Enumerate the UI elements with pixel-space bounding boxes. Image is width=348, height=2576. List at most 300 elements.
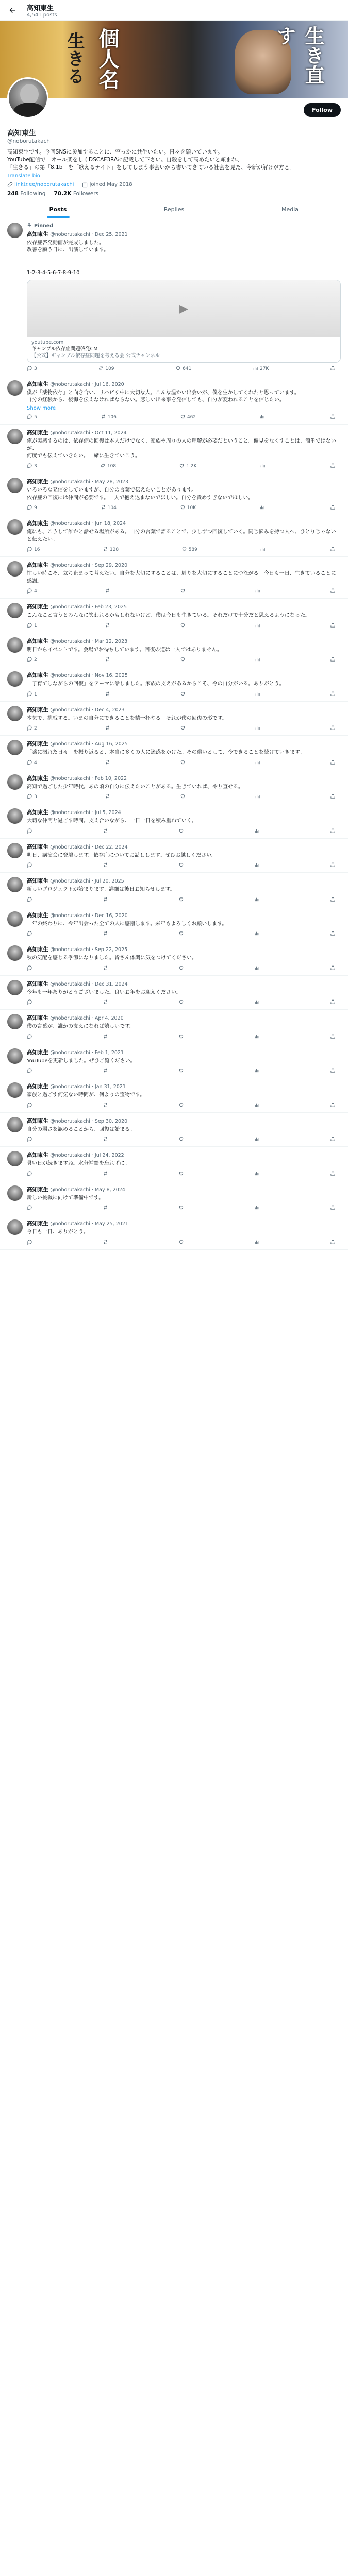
timeline-post[interactable] (0, 1078, 348, 1113)
views-button[interactable] (255, 691, 262, 698)
post-meta: @noborutakachi · Sep 22, 2025 (50, 947, 128, 953)
share-button[interactable] (330, 896, 336, 904)
repost-icon (103, 965, 108, 972)
post-author[interactable]: 高知東生 (27, 1049, 48, 1056)
views-button[interactable] (260, 463, 267, 470)
tab-posts[interactable]: Posts (0, 201, 116, 218)
post-text: こんなこと言うとみんなに笑われるかもしれないけど、僕は今日も生きている。それだけで十分だと思えるようになった。 (27, 613, 310, 619)
post-avatar[interactable] (7, 980, 23, 995)
timeline-post[interactable] (0, 736, 348, 770)
views-button[interactable] (255, 622, 262, 630)
views-button[interactable] (254, 1136, 261, 1143)
repost-button[interactable] (103, 1136, 110, 1143)
post-avatar[interactable] (7, 1151, 23, 1166)
post-avatar[interactable] (7, 1014, 23, 1029)
post-actions (27, 691, 341, 698)
repost-button[interactable] (103, 1067, 110, 1075)
post-header (27, 1151, 341, 1159)
post-avatar[interactable] (7, 706, 23, 721)
reply-button[interactable] (27, 862, 34, 869)
post-avatar[interactable] (7, 1082, 23, 1098)
post-meta: @noborutakachi · Feb 10, 2022 (50, 775, 127, 782)
timeline-post[interactable] (0, 804, 348, 839)
timeline-post[interactable] (0, 557, 348, 599)
reply-button[interactable]: 16 (27, 546, 40, 553)
post-actions (27, 1102, 341, 1109)
views-icon (255, 691, 260, 698)
post-author[interactable]: 高知東生 (27, 672, 48, 679)
post-body (27, 478, 341, 512)
repost-button[interactable] (103, 1205, 110, 1212)
views-icon (255, 622, 260, 630)
reply-button[interactable]: 1 (27, 691, 37, 698)
views-button[interactable] (254, 1239, 261, 1246)
heart-icon (180, 691, 186, 698)
share-button[interactable] (330, 828, 336, 835)
post-avatar[interactable] (7, 1185, 23, 1201)
share-button[interactable] (330, 999, 336, 1006)
share-button[interactable] (330, 691, 336, 698)
share-button[interactable] (330, 725, 336, 732)
reply-button[interactable] (27, 965, 34, 972)
timeline-post[interactable] (0, 599, 348, 633)
like-button[interactable]: 10K (180, 504, 196, 512)
repost-button[interactable] (105, 656, 112, 664)
repost-button[interactable] (103, 999, 110, 1006)
share-button[interactable] (330, 1067, 336, 1075)
back-arrow-icon[interactable] (7, 5, 18, 15)
reply-button[interactable] (27, 1067, 34, 1075)
repost-button[interactable] (105, 759, 112, 767)
views-icon (254, 965, 260, 972)
post-avatar[interactable] (7, 1219, 23, 1235)
post-avatar[interactable] (7, 223, 23, 238)
reply-button[interactable]: 2 (27, 656, 37, 664)
post-actions (27, 414, 341, 421)
repost-button[interactable] (103, 965, 110, 972)
share-button[interactable] (330, 1033, 336, 1041)
post-body (27, 808, 341, 835)
share-button[interactable] (330, 622, 336, 630)
timeline-post[interactable] (0, 873, 348, 907)
post-author[interactable]: 高知東生 (27, 381, 48, 387)
post-avatar[interactable] (7, 637, 23, 653)
timeline-post[interactable] (0, 515, 348, 557)
post-avatar[interactable] (7, 740, 23, 755)
views-button[interactable] (255, 656, 262, 664)
like-button[interactable] (178, 862, 186, 869)
repost-button[interactable] (103, 930, 110, 938)
timeline-post[interactable] (0, 976, 348, 1010)
post-actions (27, 504, 341, 512)
post-author[interactable]: 高知東生 (27, 479, 48, 485)
repost-button[interactable]: 128 (103, 546, 119, 553)
views-button[interactable] (254, 1102, 261, 1109)
views-button[interactable] (254, 930, 261, 938)
views-button[interactable] (259, 414, 267, 421)
share-button[interactable] (330, 546, 336, 553)
share-button[interactable] (330, 463, 336, 470)
post-author[interactable]: 高知東生 (27, 1221, 48, 1227)
views-icon (254, 930, 260, 938)
reply-button[interactable] (27, 930, 34, 938)
post-avatar[interactable] (7, 843, 23, 858)
post-avatar[interactable] (7, 429, 23, 444)
like-button[interactable] (180, 759, 187, 767)
views-button[interactable] (259, 504, 267, 512)
tab-replies[interactable]: Replies (163, 206, 185, 213)
post-author[interactable]: 高知東生 (27, 775, 48, 782)
link-card[interactable] (27, 280, 341, 362)
post-avatar[interactable] (7, 380, 23, 396)
timeline-post[interactable] (0, 376, 348, 425)
reply-button[interactable]: 3 (27, 365, 37, 372)
post-meta: @noborutakachi · May 8, 2024 (50, 1187, 125, 1193)
post-avatar[interactable] (7, 877, 23, 892)
share-button[interactable] (330, 414, 336, 421)
post-text: 新しい挑戦に向けて準備中です。 (27, 1195, 104, 1201)
post-meta: @noborutakachi · Mar 12, 2023 (50, 638, 128, 645)
followers-count[interactable]: 70.2K Followers (54, 190, 99, 197)
reply-button[interactable] (27, 1136, 34, 1143)
follow-button[interactable]: Follow (304, 103, 341, 117)
repost-button[interactable]: 106 (101, 414, 117, 421)
post-author[interactable]: 高知東生 (27, 1186, 48, 1193)
post-author[interactable]: 高知東生 (27, 946, 48, 953)
timeline-post[interactable] (0, 218, 348, 376)
reply-button[interactable]: 4 (27, 759, 37, 767)
share-button[interactable] (330, 504, 336, 512)
views-icon (254, 828, 260, 835)
share-button[interactable] (330, 1205, 336, 1212)
share-button[interactable] (330, 588, 336, 595)
share-icon (330, 1033, 336, 1041)
repost-icon (105, 759, 110, 767)
like-button[interactable] (178, 1205, 186, 1212)
post-header (27, 1014, 341, 1022)
views-button[interactable]: 27K (253, 365, 269, 372)
heart-icon (178, 999, 184, 1006)
like-button[interactable] (178, 965, 186, 972)
repost-button[interactable] (105, 622, 112, 630)
views-button[interactable] (254, 1033, 261, 1041)
views-button[interactable] (255, 793, 262, 801)
views-button[interactable] (254, 828, 261, 835)
like-button[interactable] (180, 588, 187, 595)
repost-button[interactable] (105, 793, 112, 801)
like-button[interactable]: 641 (175, 365, 191, 372)
share-icon (330, 1067, 336, 1075)
timeline-post[interactable] (0, 633, 348, 668)
repost-icon (105, 622, 110, 630)
reply-button[interactable]: 5 (27, 414, 37, 421)
post-actions (27, 1239, 341, 1246)
share-button[interactable] (330, 965, 336, 972)
like-button[interactable] (180, 793, 187, 801)
reply-button[interactable] (27, 828, 34, 835)
timeline-post[interactable] (0, 425, 348, 474)
following-count[interactable]: 248 Following (7, 190, 46, 197)
share-icon (330, 463, 336, 470)
reply-button[interactable]: 2 (27, 725, 37, 732)
views-button[interactable] (254, 1171, 261, 1178)
heart-icon (178, 1102, 184, 1109)
share-icon (330, 622, 336, 630)
repost-button[interactable]: 109 (98, 365, 114, 372)
post-avatar[interactable] (7, 1117, 23, 1132)
heart-icon (178, 930, 184, 938)
reply-button[interactable] (27, 999, 34, 1006)
repost-button[interactable] (103, 828, 110, 835)
reply-button[interactable] (27, 1033, 34, 1041)
reply-button[interactable]: 3 (27, 793, 37, 801)
reply-icon (27, 1067, 32, 1075)
reply-icon (27, 896, 32, 904)
share-button[interactable] (330, 759, 336, 767)
like-button[interactable] (178, 1171, 186, 1178)
post-avatar[interactable] (7, 774, 23, 790)
like-button[interactable] (180, 656, 187, 664)
tab-media[interactable]: Media (281, 206, 299, 213)
post-meta: @noborutakachi · Jul 5, 2024 (50, 810, 121, 816)
share-button[interactable] (330, 1171, 336, 1178)
profile-banner[interactable] (0, 21, 348, 98)
heart-icon (178, 1171, 184, 1178)
views-button[interactable] (255, 759, 262, 767)
reply-button[interactable] (27, 1205, 34, 1212)
timeline-post[interactable] (0, 1010, 348, 1044)
views-button[interactable] (254, 862, 261, 869)
repost-button[interactable] (105, 691, 112, 698)
views-button[interactable] (254, 1067, 261, 1075)
like-button[interactable] (178, 999, 186, 1006)
post-actions (27, 588, 341, 595)
repost-icon (103, 828, 108, 835)
views-icon (255, 656, 260, 664)
post-body (27, 1082, 341, 1109)
post-body (27, 637, 341, 664)
timeline-post[interactable] (0, 839, 348, 873)
post-actions (27, 793, 341, 801)
like-button[interactable] (178, 1033, 186, 1041)
share-button[interactable] (330, 1102, 336, 1109)
reply-button[interactable]: 4 (27, 588, 37, 595)
views-button[interactable] (260, 546, 267, 553)
reply-icon (27, 463, 32, 470)
reply-button[interactable] (27, 1102, 34, 1109)
post-body (27, 429, 341, 470)
post-avatar[interactable] (7, 1048, 23, 1064)
repost-button[interactable]: 104 (101, 504, 117, 512)
post-author[interactable]: 高知東生 (27, 878, 48, 885)
post-meta: @noborutakachi · Sep 30, 2020 (50, 1118, 128, 1124)
post-author[interactable]: 高知東生 (27, 1117, 48, 1124)
like-button[interactable] (180, 691, 187, 698)
timeline-post[interactable] (0, 1147, 348, 1181)
post-author[interactable]: 高知東生 (27, 638, 48, 645)
share-icon (330, 414, 336, 421)
views-icon (253, 365, 258, 372)
heart-icon (180, 759, 186, 767)
reply-button[interactable] (27, 1239, 34, 1246)
views-icon (255, 588, 260, 595)
repost-icon (103, 1239, 108, 1246)
post-author[interactable]: 高知東生 (27, 912, 48, 919)
post-avatar[interactable] (7, 911, 23, 927)
post-text: 僕が「薬物依存」と向き合い、リハビリ中に大切な人。こんな温かい出会いが、僕を生かしてくれたと思っています。 自分の経験から、後悔を伝えなければならない。悲しい出来事を発信しても、自分が変われることを信じたい。 (27, 389, 300, 403)
share-button[interactable] (330, 1136, 336, 1143)
repost-icon (105, 588, 110, 595)
post-author[interactable]: 高知東生 (27, 809, 48, 816)
share-button[interactable] (330, 930, 336, 938)
share-button[interactable] (330, 1239, 336, 1246)
reply-icon (27, 930, 32, 938)
post-actions (27, 1171, 341, 1178)
reply-button[interactable]: 1 (27, 622, 37, 630)
repost-button[interactable] (103, 1239, 110, 1246)
share-icon (330, 504, 336, 512)
share-button[interactable] (330, 365, 336, 372)
repost-button[interactable] (105, 588, 112, 595)
joined-date: Joined May 2018 (82, 182, 132, 188)
like-button[interactable] (178, 828, 186, 835)
post-author[interactable]: 高知東生 (27, 980, 48, 987)
views-button[interactable] (255, 725, 262, 732)
like-button[interactable]: 1.2K (179, 463, 196, 470)
timeline-post[interactable] (0, 1215, 348, 1250)
post-author[interactable]: 高知東生 (27, 1152, 48, 1159)
heart-icon (175, 365, 181, 372)
reply-button[interactable]: 3 (27, 463, 37, 470)
post-avatar[interactable] (7, 603, 23, 618)
post-author[interactable]: 高知東生 (27, 520, 48, 527)
like-button[interactable] (180, 622, 187, 630)
post-avatar[interactable] (7, 478, 23, 493)
timeline-post[interactable] (0, 1181, 348, 1216)
repost-icon (103, 862, 108, 869)
share-icon (330, 365, 336, 372)
views-button[interactable] (255, 588, 262, 595)
share-button[interactable] (330, 793, 336, 801)
post-author[interactable]: 高知東生 (27, 562, 48, 569)
post-header (27, 230, 341, 238)
like-button[interactable] (178, 1136, 186, 1143)
share-icon (330, 999, 336, 1006)
post-text: 家族と過ごす何気ない時間が、何よりの宝物です。 (27, 1092, 145, 1098)
post-author[interactable]: 高知東生 (27, 429, 48, 436)
like-button[interactable] (178, 930, 186, 938)
post-author[interactable]: 高知東生 (27, 604, 48, 611)
repost-button[interactable] (103, 1102, 110, 1109)
post-header (27, 808, 341, 816)
repost-icon (101, 504, 106, 512)
share-icon (330, 1136, 336, 1143)
post-actions (27, 1136, 341, 1143)
views-button[interactable] (254, 999, 261, 1006)
post-actions (27, 725, 341, 732)
post-avatar[interactable] (7, 561, 23, 577)
post-body (27, 561, 341, 595)
post-avatar[interactable] (7, 945, 23, 961)
heart-icon (180, 414, 186, 421)
profile-link[interactable]: linktr.ee/noborutakachi (7, 182, 74, 188)
share-icon (330, 930, 336, 938)
timeline-post[interactable] (0, 907, 348, 942)
timeline-post[interactable] (0, 770, 348, 805)
post-avatar[interactable] (7, 808, 23, 824)
post-text: 大切な仲間と過ごす時間。支え合いながら、一日一日を積み重ねていく。 (27, 818, 197, 824)
like-button[interactable] (178, 1239, 186, 1246)
post-avatar[interactable] (7, 519, 23, 535)
timeline-post[interactable] (0, 667, 348, 702)
repost-button[interactable] (105, 725, 112, 732)
share-button[interactable] (330, 656, 336, 664)
post-author[interactable]: 高知東生 (27, 1083, 48, 1090)
repost-button[interactable]: 108 (100, 463, 116, 470)
post-author[interactable]: 高知東生 (27, 741, 48, 748)
views-button[interactable] (254, 896, 261, 904)
share-icon (330, 1239, 336, 1246)
post-author[interactable]: 高知東生 (27, 706, 48, 713)
post-body (27, 519, 341, 553)
post-header (27, 519, 341, 527)
post-author[interactable]: 高知東生 (27, 1015, 48, 1022)
share-button[interactable] (330, 862, 336, 869)
reply-icon (27, 793, 32, 801)
avatar[interactable] (7, 77, 48, 118)
reply-button[interactable]: 9 (27, 504, 37, 512)
like-button[interactable] (178, 1067, 186, 1075)
repost-button[interactable] (103, 1171, 110, 1178)
repost-button[interactable] (103, 1033, 110, 1041)
repost-button[interactable] (103, 896, 110, 904)
repost-icon (101, 414, 106, 421)
reply-button[interactable] (27, 1171, 34, 1178)
views-icon (254, 999, 260, 1006)
reply-button[interactable] (27, 896, 34, 904)
post-meta: @noborutakachi · Sep 29, 2020 (50, 563, 128, 569)
timeline-post[interactable] (0, 1113, 348, 1147)
post-text: 僕の言葉が、誰かの支えになれば嬉しいです。 (27, 1024, 135, 1030)
timeline-post[interactable] (0, 1044, 348, 1079)
timeline-post[interactable] (0, 941, 348, 976)
views-icon (254, 1136, 260, 1143)
views-button[interactable] (254, 1205, 261, 1212)
share-icon (330, 759, 336, 767)
post-body (27, 911, 341, 938)
share-icon (330, 1205, 336, 1212)
post-text: 明日、講演会に登壇します。依存症についてお話しします。ぜひお越しください。 (27, 852, 217, 858)
like-button[interactable]: 462 (180, 414, 196, 421)
views-icon (254, 1102, 260, 1109)
post-author[interactable]: 高知東生 (27, 843, 48, 850)
like-button[interactable] (178, 896, 186, 904)
views-button[interactable] (254, 965, 261, 972)
show-more-link[interactable]: Show more (27, 405, 56, 411)
like-button[interactable] (178, 1102, 186, 1109)
like-button[interactable] (180, 725, 187, 732)
post-author[interactable]: 高知東生 (27, 231, 48, 238)
post-text: 明日からイベントです。会場でお待ちしています。回復の道は一人ではありません。 (27, 647, 222, 653)
post-text: 暑い日が続きますね。水分補給を忘れずに。 (27, 1161, 130, 1167)
post-avatar[interactable] (7, 671, 23, 687)
repost-button[interactable] (103, 862, 110, 869)
translate-bio-link[interactable]: Translate bio (7, 173, 40, 179)
timeline-post[interactable] (0, 473, 348, 515)
timeline-post[interactable] (0, 702, 348, 736)
post-body (27, 877, 341, 904)
like-button[interactable]: 589 (181, 546, 197, 553)
